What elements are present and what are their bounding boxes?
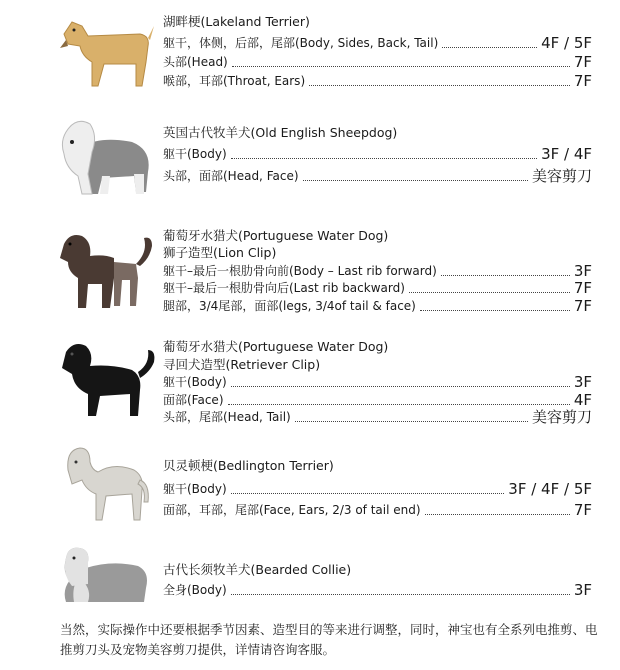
dot-leader [409, 291, 570, 293]
grooming-row [163, 480, 592, 498]
grooming-row [163, 373, 592, 391]
blade-value: 3F / 4F / 5F [508, 480, 592, 498]
dot-leader [231, 385, 570, 387]
dot-leader [441, 274, 570, 276]
body-part-label: 躯干–最后一根肋骨向后(Last rib backward) [163, 281, 405, 295]
body-part-label: 头部，面部(Head, Face) [163, 169, 299, 183]
dot-leader [295, 420, 528, 422]
old-english-sheepdog-icon [52, 112, 156, 200]
blade-value: 美容剪刀 [531, 408, 592, 426]
bedlington-terrier-icon [52, 440, 156, 524]
blade-value: 7F [573, 53, 592, 71]
entry-title: 湖畔梗(Lakeland Terrier) [163, 14, 310, 29]
grooming-row [163, 72, 592, 90]
grooming-row [163, 167, 592, 185]
blade-value: 7F [573, 501, 592, 519]
body-part-label: 全身(Body) [163, 583, 227, 597]
grooming-row [163, 501, 592, 519]
body-part-label: 头部，尾部(Head, Tail) [163, 410, 291, 424]
entry-subtitle: 狮子造型(Lion Clip) [163, 245, 277, 260]
grooming-row [163, 297, 592, 315]
body-part-label: 腿部，3/4尾部，面部(legs, 3/4of tail & face) [163, 299, 416, 313]
dot-leader [228, 403, 570, 405]
blade-value: 美容剪刀 [531, 167, 592, 185]
dot-leader [420, 309, 570, 311]
body-part-label: 躯干(Body) [163, 482, 227, 496]
grooming-row [163, 279, 592, 297]
grooming-row [163, 581, 592, 599]
body-part-label: 躯干–最后一根肋骨向前(Body – Last rib forward) [163, 264, 437, 278]
bearded-collie-icon [52, 540, 156, 608]
dot-leader [231, 593, 570, 595]
grooming-row [163, 391, 592, 409]
body-part-label: 喉部，耳部(Throat, Ears) [163, 74, 306, 88]
grooming-row [163, 53, 592, 71]
dot-leader [425, 513, 570, 515]
body-part-label: 躯干(Body) [163, 147, 227, 161]
entry-title: 古代长须牧羊犬(Bearded Collie) [163, 562, 352, 577]
blade-value: 7F [573, 297, 592, 315]
entry-title: 贝灵顿梗(Bedlington Terrier) [163, 458, 334, 473]
blade-value: 3F / 4F [541, 145, 592, 163]
entry-title: 葡萄牙水猎犬(Portuguese Water Dog) [163, 228, 389, 243]
dot-leader [231, 157, 537, 159]
grooming-row [163, 145, 592, 163]
blade-value: 7F [573, 279, 592, 297]
blade-value: 7F [573, 72, 592, 90]
body-part-label: 面部，耳部，尾部(Face, Ears, 2/3 of tail end) [163, 503, 421, 517]
body-part-label: 躯干(Body) [163, 375, 227, 389]
grooming-row [163, 408, 592, 426]
dot-leader [309, 84, 570, 86]
grooming-row [163, 262, 592, 280]
entry-title: 葡萄牙水猎犬(Portuguese Water Dog) [163, 339, 389, 354]
portuguese-water-dog-lion-icon [52, 228, 156, 312]
dot-leader [442, 46, 537, 48]
dot-leader [303, 179, 528, 181]
blade-value: 3F [573, 262, 592, 280]
entry-title: 英国古代牧羊犬(Old English Sheepdog) [163, 125, 398, 140]
body-part-label: 面部(Face) [163, 393, 224, 407]
lakeland-terrier-icon [52, 12, 156, 92]
blade-value: 4F [573, 391, 592, 409]
blade-value: 4F / 5F [541, 34, 592, 52]
dot-leader [231, 492, 505, 494]
grooming-row [163, 34, 592, 52]
blade-value: 3F [573, 373, 592, 391]
blade-value: 3F [573, 581, 592, 599]
portuguese-water-dog-retriever-icon [52, 338, 156, 420]
footer-note: 当然，实际操作中还要根据季节因素、造型目的等来进行调整，同时，神宝也有全系列电推剪、电推剪刀头及宠物美容剪刀提供，详情请咨询客服。 [60, 622, 598, 657]
body-part-label: 躯干，体侧，后部，尾部(Body, Sides, Back, Tail) [163, 36, 439, 50]
dot-leader [232, 65, 570, 67]
entry-subtitle: 寻回犬造型(Retriever Clip) [163, 357, 321, 372]
body-part-label: 头部(Head) [163, 55, 228, 69]
